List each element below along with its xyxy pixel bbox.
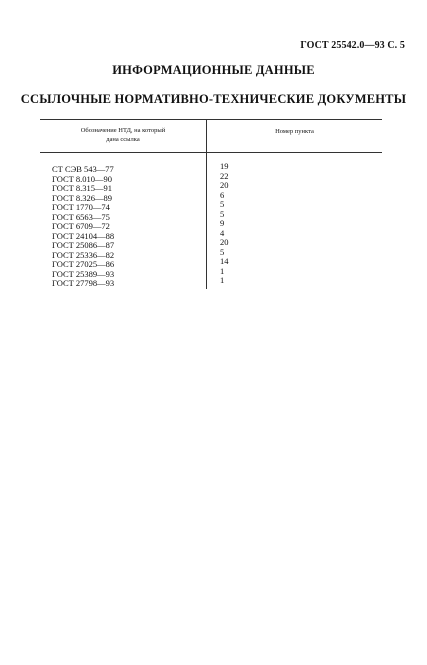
table-row-document: ГОСТ 6563—75: [52, 211, 110, 222]
table-row-document: ГОСТ 27025—86: [52, 259, 115, 269]
column-header-document-line2: дана ссылка: [106, 136, 140, 143]
table-row-item-number: 1: [220, 275, 225, 285]
references-table: [40, 119, 382, 289]
table-row-document: ГОСТ 27798—93: [52, 278, 115, 288]
table-row-item-number: 20: [220, 237, 229, 247]
table-body: [40, 153, 382, 289]
table-row-document: СТ СЭВ 543—77: [52, 164, 114, 174]
table-row-item-number: 5: [220, 199, 225, 209]
table-row-item-number: 6: [220, 189, 225, 200]
table-row-document: ГОСТ 8.010—90: [52, 173, 113, 184]
document-column: [40, 153, 206, 289]
table-row-item-number: 19: [220, 161, 229, 171]
table-row-item-number: 1: [220, 265, 225, 276]
column-header-item-number: Номер пункта: [206, 120, 382, 152]
column-header-document-line1: Обозначение НТД, на который: [80, 127, 166, 134]
table-row-item-number: 14: [220, 256, 229, 266]
table-row-item-number: 5: [220, 208, 225, 219]
table-row-document: ГОСТ 6709—72: [52, 221, 110, 231]
table-row-item-number: 4: [220, 227, 225, 238]
item-number-column: [206, 153, 382, 289]
table-row-item-number: 5: [220, 246, 225, 257]
table-row-document: ГОСТ 1770—74: [52, 202, 110, 212]
table-row-item-number: 9: [220, 218, 225, 228]
column-header-document: [40, 120, 206, 152]
table-row-item-number: 20: [220, 180, 229, 190]
table-row-document: ГОСТ 8.326—89: [52, 192, 113, 203]
table-row-document: ГОСТ 25336—82: [52, 249, 115, 260]
page-title: ИНФОРМАЦИОННЫЕ ДАННЫЕ: [112, 63, 315, 77]
table-row-document: ГОСТ 25389—93: [52, 268, 115, 279]
table-header: [40, 120, 382, 153]
table-row-document: ГОСТ 24104—88: [52, 230, 115, 241]
table-row-document: ГОСТ 25086—87: [52, 240, 115, 250]
table-row-document: ГОСТ 8.315—91: [52, 183, 113, 193]
page-header: ГОСТ 25542.0—93 С. 5: [300, 40, 405, 51]
table-row-item-number: 22: [220, 170, 229, 181]
section-title: ССЫЛОЧНЫЕ НОРМАТИВНО-ТЕХНИЧЕСКИЕ ДОКУМЕНТЫ: [20, 92, 407, 106]
